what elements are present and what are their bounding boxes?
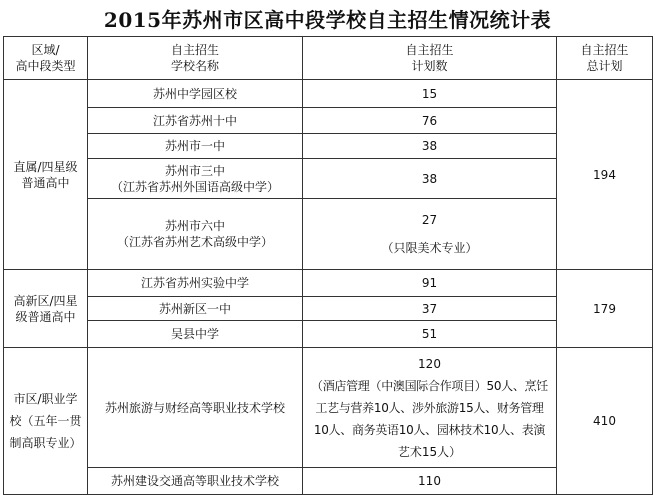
total-cell: 194 — [557, 80, 653, 270]
page-title: 2015年苏州市区高中段学校自主招生情况统计表 — [103, 8, 552, 32]
school-cell: 苏州市三中 （江苏省苏州外国语高级中学） — [88, 159, 303, 199]
header-row — [4, 37, 653, 80]
school-cell: 苏州旅游与财经高等职业技术学校 — [88, 348, 303, 468]
header-plan: 自主招生 计划数 — [303, 37, 557, 80]
table-row — [4, 80, 653, 108]
table-row — [4, 270, 653, 297]
header-school: 自主招生 学校名称 — [88, 37, 303, 80]
school-cell: 苏州市六中 （江苏省苏州艺术高级中学） — [88, 199, 303, 270]
plan-cell: 120 （酒店管理（中澳国际合作项目）50人、烹饪 工艺与营养10人、涉外旅游15人、财务管理 10人、商务英语10人、园林技术10人、表演 艺术15人） — [303, 348, 557, 468]
plan-cell: 38 — [303, 134, 557, 159]
plan-cell: 76 — [303, 108, 557, 134]
table-row — [4, 297, 653, 321]
school-cell: 苏州建设交通高等职业技术学校 — [88, 468, 303, 495]
header-total: 自主招生 总计划 — [557, 37, 653, 80]
plan-cell: 91 — [303, 270, 557, 297]
total-cell: 410 — [557, 348, 653, 495]
table-row — [4, 159, 653, 199]
plan-cell: 27 （只限美术专业） — [303, 199, 557, 270]
enrollment-table — [3, 36, 653, 495]
header-region: 区域/ 高中段类型 — [4, 37, 88, 80]
school-cell: 苏州新区一中 — [88, 297, 303, 321]
table-row — [4, 348, 653, 468]
region-cell: 高新区/四星 级普通高中 — [4, 270, 88, 348]
school-cell: 江苏省苏州实验中学 — [88, 270, 303, 297]
region-cell: 市区/职业学 校（五年一贯 制高职专业） — [4, 348, 88, 495]
plan-cell: 38 — [303, 159, 557, 199]
table-row — [4, 468, 653, 495]
region-cell: 直属/四星级 普通高中 — [4, 80, 88, 270]
table-row — [4, 108, 653, 134]
plan-cell: 37 — [303, 297, 557, 321]
total-cell: 179 — [557, 270, 653, 348]
plan-cell: 51 — [303, 321, 557, 348]
plan-cell: 110 — [303, 468, 557, 495]
school-cell: 吴县中学 — [88, 321, 303, 348]
school-cell: 江苏省苏州十中 — [88, 108, 303, 134]
table-row — [4, 321, 653, 348]
table-row — [4, 199, 653, 270]
school-cell: 苏州中学园区校 — [88, 80, 303, 108]
table-row — [4, 134, 653, 159]
school-cell: 苏州市一中 — [88, 134, 303, 159]
plan-cell: 15 — [303, 80, 557, 108]
